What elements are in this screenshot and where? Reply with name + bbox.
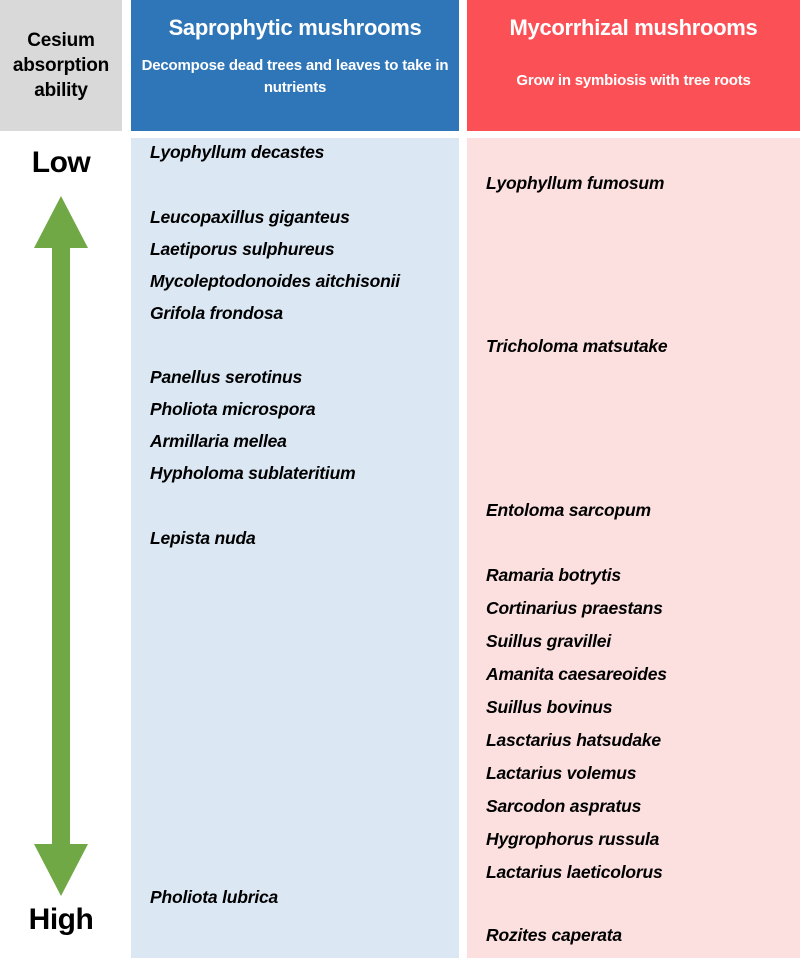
double-headed-arrow-icon — [28, 196, 94, 896]
species-name: Amanita caesareoides — [486, 664, 667, 684]
species-name: Lyophyllum decastes — [150, 142, 325, 162]
species-name: Rozites caperata — [486, 925, 622, 945]
species-name: Pholiota lubrica — [150, 887, 279, 907]
species-name: Lactarius laeticolorus — [486, 862, 663, 882]
mycorrhizal-species-list — [467, 138, 800, 958]
axis-header-line-3: ability — [34, 80, 88, 101]
species-name: Panellus serotinus — [150, 367, 303, 387]
mycorrhizal-title: Mycorrhizal mushrooms — [509, 15, 758, 40]
species-name: Laetiporus sulphureus — [150, 239, 335, 259]
cesium-absorption-axis — [0, 138, 122, 958]
axis-header — [0, 0, 122, 131]
species-name: Ramaria botrytis — [486, 565, 621, 585]
species-name: Entoloma sarcopum — [486, 500, 651, 520]
species-name: Cortinarius praestans — [486, 598, 663, 618]
species-name: Tricholoma matsutake — [486, 336, 668, 356]
species-name: Sarcodon aspratus — [486, 796, 642, 816]
species-name: Pholiota microspora — [150, 399, 316, 419]
saprophytic-column-header — [131, 0, 459, 131]
mycorrhizal-column-header — [467, 0, 800, 131]
saprophytic-title: Saprophytic mushrooms — [168, 15, 422, 40]
axis-header-line-2: absorption — [12, 55, 110, 76]
species-name: Mycoleptodonoides aitchisonii — [150, 271, 400, 291]
saprophytic-species-list — [131, 138, 459, 958]
species-name: Hygrophorus russula — [486, 829, 660, 849]
species-name: Lepista nuda — [150, 528, 256, 548]
species-name: Suillus gravillei — [486, 631, 611, 651]
species-name: Suillus bovinus — [486, 697, 613, 717]
species-name: Lyophyllum fumosum — [486, 173, 665, 193]
species-name: Armillaria mellea — [150, 431, 287, 451]
species-name: Grifola frondosa — [150, 303, 283, 323]
axis-label-high: High — [28, 903, 94, 936]
axis-label-low: Low — [31, 146, 91, 179]
species-name: Leucopaxillus giganteus — [150, 207, 350, 227]
saprophytic-subtitle: Decompose dead trees and leaves to take in nutrients — [141, 57, 449, 96]
mycorrhizal-subtitle: Grow in symbiosis with tree roots — [516, 72, 751, 89]
species-name: Lasctarius hatsudake — [486, 730, 661, 750]
axis-header-line-1: Cesium — [27, 30, 95, 51]
species-name: Hypholoma sublateritium — [150, 463, 356, 483]
species-name: Lactarius volemus — [486, 763, 637, 783]
